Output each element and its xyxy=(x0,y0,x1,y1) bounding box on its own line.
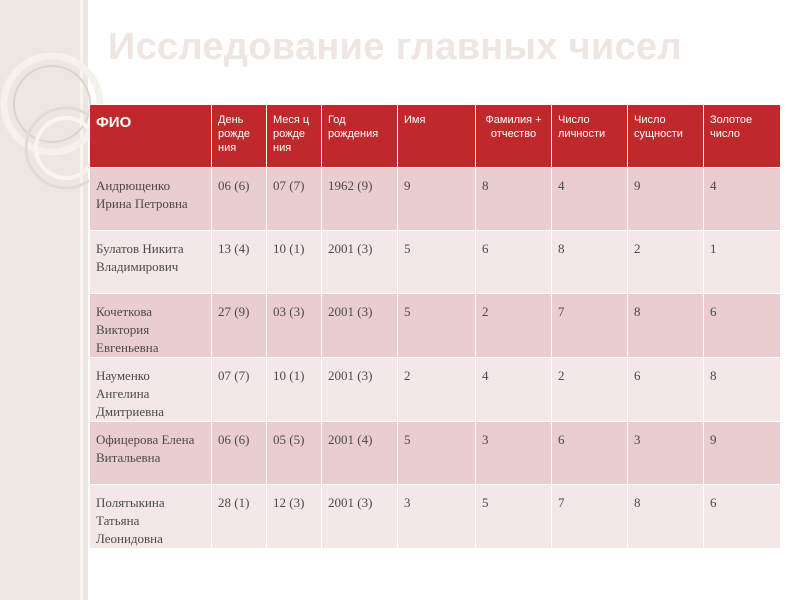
cell-fio: Андрющенко Ирина Петровна xyxy=(90,168,212,231)
cell-fio: Офицерова Елена Витальевна xyxy=(90,422,212,485)
header-birth-year: Год рождения xyxy=(322,105,398,168)
cell-personality-number: 6 xyxy=(552,422,628,485)
cell-birth-day: 13 (4) xyxy=(212,231,267,294)
header-fio: ФИО xyxy=(90,105,212,168)
cell-fio: Полятыкина Татьяна Леонидовна xyxy=(90,485,212,549)
cell-name: 2 xyxy=(398,358,476,422)
header-personality-number: Число личности xyxy=(552,105,628,168)
cell-essence-number: 9 xyxy=(628,168,704,231)
header-birth-month: Меся ц рожде ния xyxy=(267,105,322,168)
numbers-table xyxy=(89,104,781,549)
cell-essence-number: 8 xyxy=(628,485,704,549)
cell-essence-number: 2 xyxy=(628,231,704,294)
cell-birth-year: 2001 (3) xyxy=(322,231,398,294)
cell-personality-number: 2 xyxy=(552,358,628,422)
cell-surname-patronymic: 4 xyxy=(476,358,552,422)
cell-golden-number: 8 xyxy=(704,358,781,422)
cell-golden-number: 6 xyxy=(704,485,781,549)
cell-name: 5 xyxy=(398,422,476,485)
table-row xyxy=(90,485,781,549)
cell-birth-year: 2001 (3) xyxy=(322,358,398,422)
cell-fio: Булатов Никита Владимирович xyxy=(90,231,212,294)
header-name: Имя xyxy=(398,105,476,168)
cell-essence-number: 8 xyxy=(628,294,704,358)
cell-name: 9 xyxy=(398,168,476,231)
cell-birth-year: 2001 (3) xyxy=(322,294,398,358)
page-title: Исследование главных чисел xyxy=(108,26,682,68)
header-golden-number: Золотое число xyxy=(704,105,781,168)
cell-fio: Кочеткова Виктория Евгеньевна xyxy=(90,294,212,358)
cell-surname-patronymic: 6 xyxy=(476,231,552,294)
cell-golden-number: 9 xyxy=(704,422,781,485)
header-essence-number: Число сущности xyxy=(628,105,704,168)
cell-surname-patronymic: 3 xyxy=(476,422,552,485)
cell-birth-year: 1962 (9) xyxy=(322,168,398,231)
cell-surname-patronymic: 8 xyxy=(476,168,552,231)
cell-fio: Науменко Ангелина Дмитриевна xyxy=(90,358,212,422)
cell-birth-month: 05 (5) xyxy=(267,422,322,485)
cell-golden-number: 1 xyxy=(704,231,781,294)
cell-name: 3 xyxy=(398,485,476,549)
table-row xyxy=(90,231,781,294)
cell-personality-number: 8 xyxy=(552,231,628,294)
table-row xyxy=(90,358,781,422)
cell-personality-number: 7 xyxy=(552,294,628,358)
cell-birth-year: 2001 (4) xyxy=(322,422,398,485)
cell-name: 5 xyxy=(398,294,476,358)
cell-golden-number: 4 xyxy=(704,168,781,231)
cell-personality-number: 4 xyxy=(552,168,628,231)
header-birth-day: День рожде ния xyxy=(212,105,267,168)
cell-birth-month: 07 (7) xyxy=(267,168,322,231)
cell-birth-month: 10 (1) xyxy=(267,358,322,422)
cell-birth-day: 28 (1) xyxy=(212,485,267,549)
cell-birth-day: 06 (6) xyxy=(212,422,267,485)
header-surname-patronymic: Фамилия + отчество xyxy=(476,105,552,168)
table-row xyxy=(90,168,781,231)
table-row xyxy=(90,422,781,485)
cell-birth-month: 12 (3) xyxy=(267,485,322,549)
cell-personality-number: 7 xyxy=(552,485,628,549)
cell-essence-number: 3 xyxy=(628,422,704,485)
cell-birth-year: 2001 (3) xyxy=(322,485,398,549)
cell-birth-day: 27 (9) xyxy=(212,294,267,358)
cell-surname-patronymic: 5 xyxy=(476,485,552,549)
cell-birth-day: 06 (6) xyxy=(212,168,267,231)
cell-birth-month: 03 (3) xyxy=(267,294,322,358)
table-row xyxy=(90,294,781,358)
cell-golden-number: 6 xyxy=(704,294,781,358)
cell-essence-number: 6 xyxy=(628,358,704,422)
cell-name: 5 xyxy=(398,231,476,294)
cell-birth-month: 10 (1) xyxy=(267,231,322,294)
cell-birth-day: 07 (7) xyxy=(212,358,267,422)
cell-surname-patronymic: 2 xyxy=(476,294,552,358)
table-header-row xyxy=(90,105,781,168)
